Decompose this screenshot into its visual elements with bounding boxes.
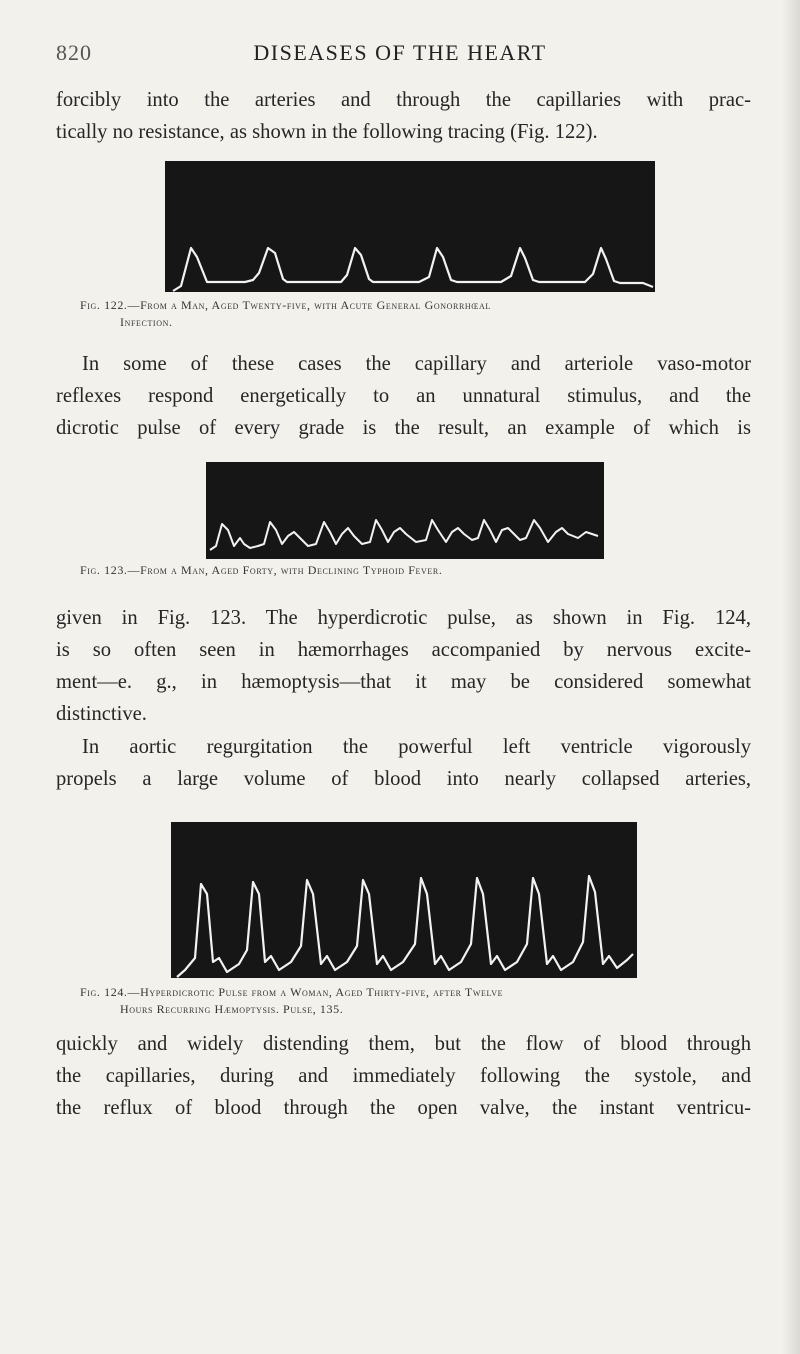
text-line: quickly and widely distending them, but the flow of blood through	[56, 1033, 751, 1055]
figure-caption-fig124	[80, 984, 740, 1018]
running-head-title: DISEASES OF THE HEART	[253, 40, 547, 65]
caption-line: Fig. 123.—From a Man, Aged Forty, with Declining Typhoid Fever.	[80, 563, 443, 577]
page-number: 820	[56, 40, 92, 65]
paragraph-intro	[56, 84, 751, 148]
text-line: tically no resistance, as shown in the following tracing (Fig. 122).	[56, 121, 598, 143]
paragraph-vasomotor	[56, 348, 751, 444]
text-line: dicrotic pulse of every grade is the result, an example of which is	[56, 417, 751, 439]
caption-line: Hours Recurring Hæmoptysis. Pulse, 135.	[120, 1002, 344, 1016]
paragraph-hyperdicrotic	[56, 602, 751, 730]
text-line: ment—e. g., in hæmoptysis—that it may be considered somewhat	[56, 671, 751, 693]
text-line: is so often seen in hæmorrhages accompanied by nervous excite-	[56, 639, 751, 661]
paragraph-aortic-regurgitation	[56, 731, 751, 795]
caption-line: Fig. 122.—From a Man, Aged Twenty-five, with Acute General Gonorrhœal	[80, 298, 491, 312]
page-edge-shadow	[782, 0, 800, 1354]
text-line: forcibly into the arteries and through the capillaries with prac-	[56, 89, 751, 111]
tracing-fig122-svg	[165, 161, 655, 292]
text-line: distinctive.	[56, 703, 147, 725]
text-line: propels a large volume of blood into nearly collapsed arteries,	[56, 768, 751, 790]
text-line: In some of these cases the capillary and arteriole vaso-motor	[82, 353, 751, 375]
text-line: the reflux of blood through the open valve, the instant ventricu-	[56, 1097, 751, 1119]
text-line: the capillaries, during and immediately following the systole, and	[56, 1065, 751, 1087]
tracing-fig123-line	[210, 520, 598, 550]
tracing-fig124-line	[177, 876, 633, 977]
text-line: given in Fig. 123. The hyperdicrotic pulse, as shown in Fig. 124,	[56, 607, 751, 629]
caption-line: Infection.	[120, 315, 173, 329]
pulse-tracing-fig122	[165, 161, 655, 292]
running-head	[0, 40, 800, 70]
paragraph-distending	[56, 1028, 751, 1124]
text-line: In aortic regurgitation the powerful left ventricle vigorously	[82, 736, 751, 758]
tracing-fig122-line	[173, 248, 653, 291]
text-line: reflexes respond energetically to an unnatural stimulus, and the	[56, 385, 751, 407]
tracing-fig124-svg	[171, 822, 637, 978]
caption-line: Fig. 124.—Hyperdicrotic Pulse from a Woman, Aged Thirty-five, after Twelve	[80, 985, 504, 999]
pulse-tracing-fig124	[171, 822, 637, 978]
pulse-tracing-fig123	[206, 462, 604, 559]
figure-caption-fig123	[80, 562, 740, 579]
tracing-fig123-svg	[206, 462, 604, 559]
figure-caption-fig122	[80, 297, 740, 331]
